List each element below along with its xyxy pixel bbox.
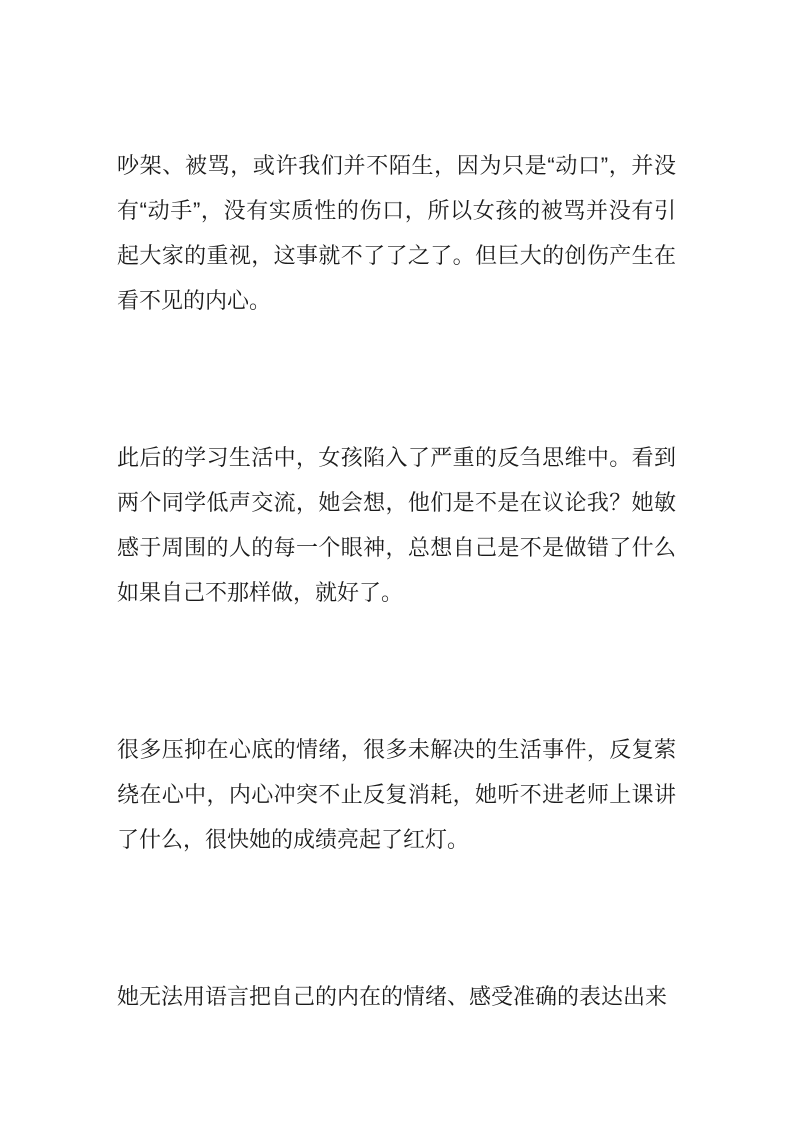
article-body (117, 143, 676, 1019)
paragraph: 此后的学习生活中，女孩陷入了严重的反刍思维中。看到两个同学低声交流，她会想，他们是不是在议论我？她敏感于周围的人的每一个眼神，总想自己是不是做错了什么如果自己不那样做，就好了。 (117, 445, 676, 605)
paragraph: 吵架、被骂，或许我们并不陌生，因为只是“动口”，并没有“动手”，没有实质性的伤口，所以女孩的被骂并没有引起大家的重视，这事就不了了之了。但巨大的创伤产生在看不见的内心。 (117, 153, 676, 313)
paragraph: 她无法用语言把自己的内在的情绪、感受准确的表达出来 (117, 984, 668, 1009)
paragraph: 很多压抑在心底的情绪，很多未解决的生活事件，反复萦绕在心中，内心冲突不止反复消耗，她听不进老师上课讲了什么，很快她的成绩亮起了红灯。 (117, 737, 676, 852)
